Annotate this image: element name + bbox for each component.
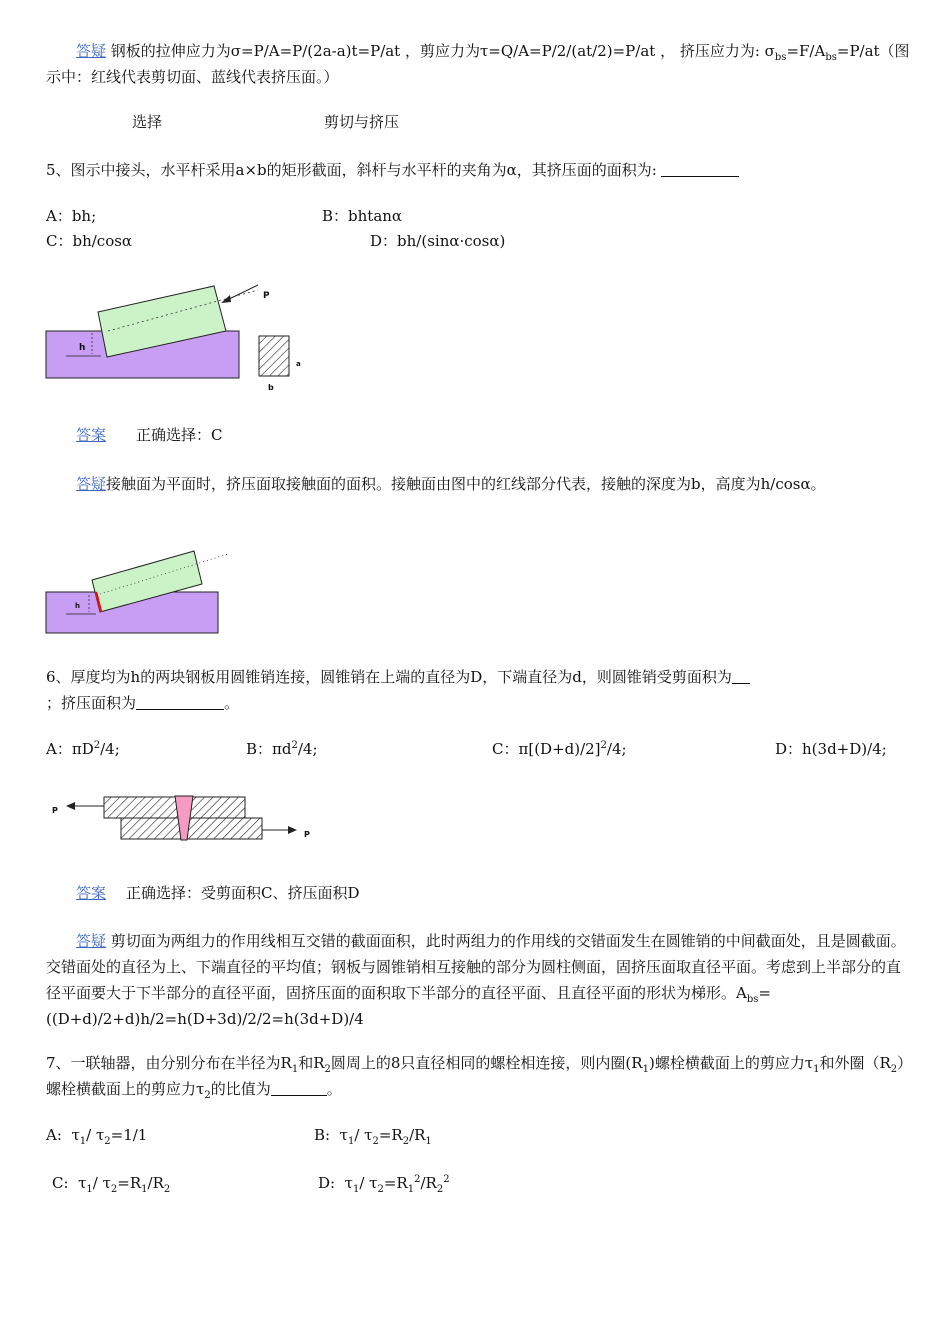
q5-explanation: 答疑接触面为平面时，挤压面取接触面的面积。接触面由图中的红线部分代表，接触的深度为b，高度为h/cosα。 xyxy=(76,475,826,493)
q6-option-d: D：h(3d+D)/4; xyxy=(775,740,887,758)
section-rect xyxy=(259,336,289,376)
q6-option-c: C：$\pi[(D+d)/2]^2/4$; xyxy=(492,740,627,758)
a-label: a xyxy=(296,360,301,368)
answer-blank xyxy=(732,667,750,684)
p-right-label: P xyxy=(304,830,310,839)
answer-explain-link[interactable]: 答疑 xyxy=(76,475,107,493)
q7-option-a: A: $\tau_1/$ $\tau_2=1/1$ xyxy=(46,1126,148,1147)
upper-plate xyxy=(104,797,245,818)
q7-option-c: C: $\tau_1/$ $\tau_2=R_1/R_2$ xyxy=(52,1174,171,1195)
q6-option-a: A：$\pi D^2/4$; xyxy=(46,740,120,758)
q7-option-d: D: $\tau_1/$ $\tau_2=R_1^2/R_2^2$ xyxy=(318,1174,450,1195)
q7-question: 7、一联轴器，由分别分布在半径为$R_1$和$R_2$圆周上的8只直径相同的螺栓相连接，则内圈$(R_1)$螺栓横截面上的剪应力$\tau_1$和外圈$(R_2)$螺栓横截面上的剪应力$\tau_2$的比值为 。 xyxy=(46,1054,913,1101)
h-label: h xyxy=(79,343,86,353)
q5-option-a: A：bh; xyxy=(46,207,97,225)
intro-paragraph: 答疑 钢板的拉伸应力为σ=P/A=P/(2a-a)t=P/at ，剪应力为τ=Q/A=P/2/(at/2)=P/at ， 挤压应力为: $\sigma_{bs}=F/A_{bs}=P/at$（图示中：红线代表剪切面、蓝线代表挤压面。） xyxy=(46,42,910,86)
q5-question: 5、图示中接头，水平杆采用a×b的矩形截面，斜杆与水平杆的夹角为α，其挤压面的面积为: xyxy=(46,159,739,181)
q6-explanation: 答疑 剪切面为两组力的作用线相互交错的截面面积，此时两组力的作用线的交错面发生在圆锥销的中间截面处，且是圆截面。交错面处的直径为上、下端直径的平均值；钢板与圆锥销相互接触的部分为圆柱侧面，固挤压面取直径平面。考虑到上半部分的直径平面要大于下半部分的直径平面，固挤压面的面积取下半部分的直径平面、且直径平面的形状为梯形。$A_{bs}=((D+d)/2+d)h/2=h(D+3d)/2/2=h(3d+D)/4$ xyxy=(46,932,906,1028)
q7-option-b: B: $\tau_1/$ $\tau_2=R_2/R_1$ xyxy=(314,1126,432,1147)
q5-option-c: C：bh/cosα xyxy=(46,232,133,250)
force-right-arrowhead xyxy=(288,826,297,834)
force-arrowhead xyxy=(221,295,231,303)
b-label: b xyxy=(268,383,274,392)
q6-question: 6、厚度均为h的两块钢板用圆锥销连接，圆锥销在上端的直径为D，下端直径为d，则圆锥销受剪面积为 ；挤压面积为 。 xyxy=(46,664,914,716)
q5-option-b: B：bhtanα xyxy=(322,207,403,225)
answer-link[interactable]: 答案 xyxy=(76,426,107,444)
answer-explain-link[interactable]: 答疑 xyxy=(76,42,107,60)
topic-label: 剪切与挤压 xyxy=(324,113,400,131)
force-left-arrowhead xyxy=(66,802,75,810)
q5-option-d: D：bh/(sinα·cosα) xyxy=(370,232,506,250)
answer-explain-link[interactable]: 答疑 xyxy=(76,932,107,950)
p-label: P xyxy=(263,291,270,301)
q5-answer: 答案 正确选择：C xyxy=(76,426,223,444)
answer-blank xyxy=(271,1079,327,1096)
q6-option-b: B：$\pi d^2/4$; xyxy=(246,740,318,758)
lower-plate xyxy=(121,818,262,839)
category-label: 选择 xyxy=(132,113,163,131)
answer-link[interactable]: 答案 xyxy=(76,884,107,902)
answer-blank xyxy=(136,693,224,710)
q6-answer: 答案 正确选择：受剪面积C、挤压面积D xyxy=(76,884,360,902)
h-label-2: h xyxy=(75,602,80,610)
p-left-label: P xyxy=(52,806,58,815)
